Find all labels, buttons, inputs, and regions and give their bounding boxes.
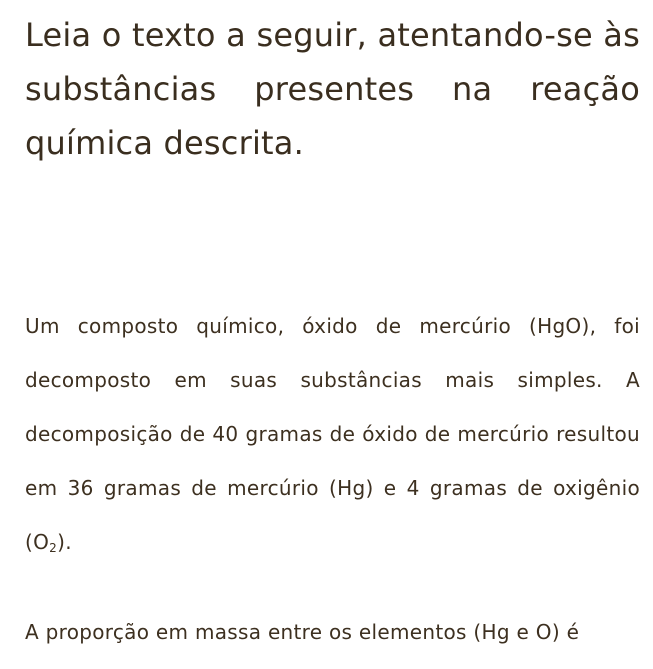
context-paragraph-end: ). bbox=[57, 530, 72, 554]
question-paragraph: A proporção em massa entre os elementos (Hg e O) é bbox=[25, 620, 580, 644]
context-paragraph-text: Um composto químico, óxido de mercúrio (HgO), foi decomposto em suas substâncias mais simples. A decomposição de 40 gramas de óxido de mercúrio resultou em 36 gramas de mercúrio (Hg) e 4 gramas de oxigênio (O bbox=[25, 314, 640, 554]
question-heading: Leia o texto a seguir, atentando-se às substâncias presentes na reação química descrita. bbox=[25, 16, 640, 162]
oxygen-subscript: 2 bbox=[49, 541, 58, 555]
context-paragraph bbox=[25, 299, 640, 569]
